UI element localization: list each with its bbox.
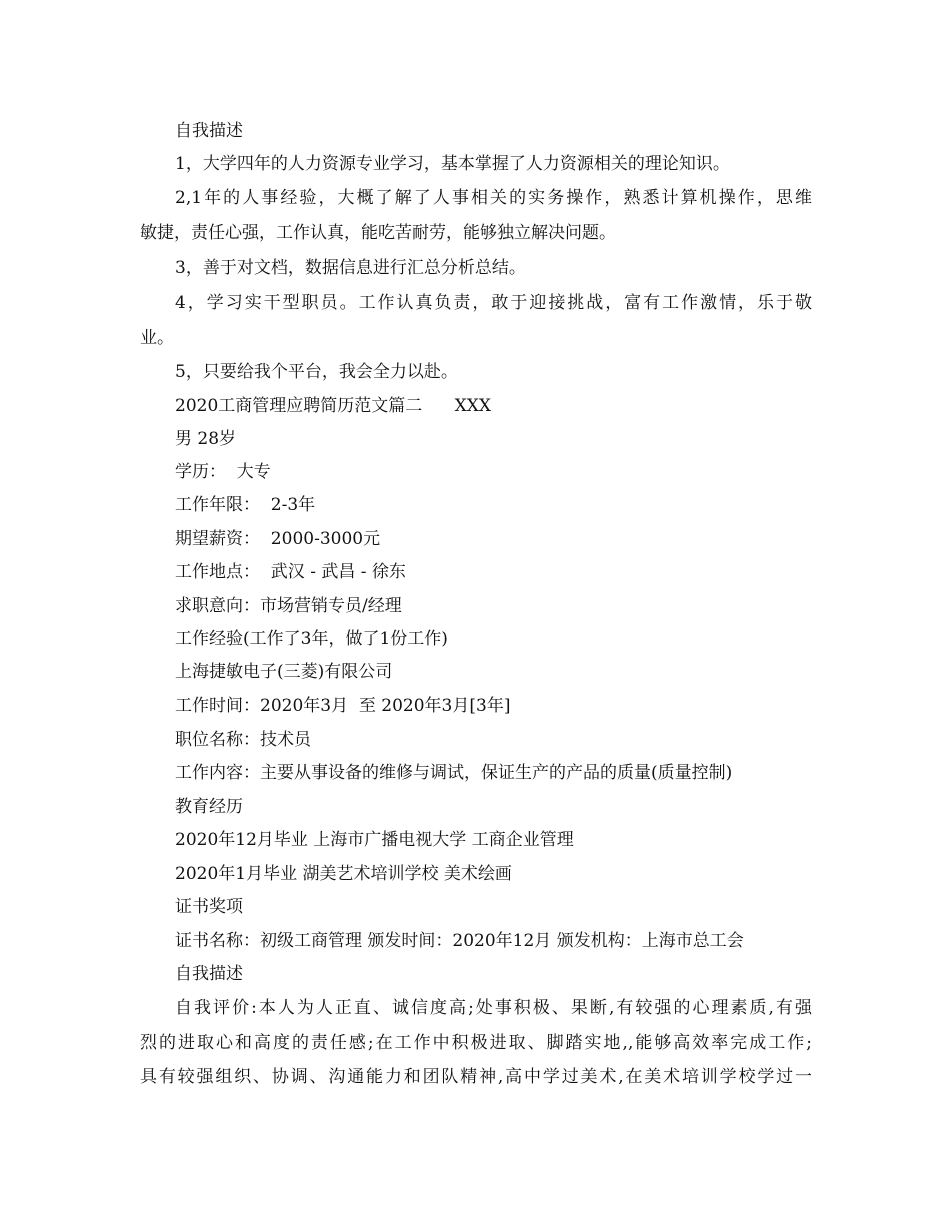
info-line: 工作时间：2020年3月 至 2020年3月[3年] (175, 696, 511, 716)
info-line: 工作地点： 武汉 - 武昌 - 徐东 (175, 562, 406, 582)
info-line: 工作内容：主要从事设备的维修与调试，保证生产的产品的质量(质量控制) (175, 763, 733, 783)
paragraph-line: 具有较强组织、协调、沟通能力和团队精神,高中学过美术,在美术培训学校学过一 (140, 1067, 812, 1087)
paragraph-line: 烈的进取心和高度的责任感;在工作中积极进取、脚踏实地,,能够高效率完成工作; (140, 1033, 812, 1053)
paragraph-line: 敏捷，责任心强，工作认真，能吃苦耐劳，能够独立解决问题。 (140, 223, 616, 243)
paragraph-line: 1，大学四年的人力资源专业学习，基本掌握了人力资源相关的理论知识。 (175, 154, 730, 174)
resume-title: 2020工商管理应聘简历范文篇二 XXX (175, 396, 491, 416)
section-heading-self-description: 自我描述 (175, 121, 243, 141)
info-line: 男 28岁 (175, 429, 237, 449)
info-line: 2020年12月毕业 上海市广播电视大学 工商企业管理 (175, 830, 574, 850)
info-line: 工作年限： 2-3年 (175, 495, 316, 515)
info-line: 求职意向：市场营销专员/经理 (175, 596, 402, 616)
paragraph-line: 3，善于对文档，数据信息进行汇总分析总结。 (175, 258, 526, 278)
paragraph-line: 4，学习实干型职员。工作认真负责，敢于迎接挑战，富有工作激情，乐于敬 (175, 293, 812, 313)
section-heading-education: 教育经历 (175, 797, 243, 817)
info-line: 上海捷敏电子(三菱)有限公司 (175, 662, 393, 682)
info-line: 工作经验(工作了3年，做了1份工作) (175, 629, 448, 649)
paragraph-line: 2,1年的人事经验，大概了解了人事相关的实务操作，熟悉计算机操作，思维 (175, 188, 812, 208)
paragraph-line: 5，只要给我个平台，我会全力以赴。 (175, 362, 458, 382)
paragraph-line: 业。 (140, 328, 174, 348)
paragraph-line: 自我评价:本人为人正直、诚信度高;处事积极、果断,有较强的心理素质,有强 (175, 998, 812, 1018)
info-line: 职位名称：技术员 (175, 730, 311, 750)
info-line: 2020年1月毕业 湖美艺术培训学校 美术绘画 (175, 864, 512, 884)
info-line: 学历： 大专 (175, 462, 271, 482)
info-line: 期望薪资： 2000-3000元 (175, 529, 381, 549)
section-heading-certificates: 证书奖项 (175, 897, 243, 917)
info-line: 证书名称：初级工商管理 颁发时间：2020年12月 颁发机构：上海市总工会 (175, 931, 744, 951)
section-heading-self-description: 自我描述 (175, 964, 243, 984)
